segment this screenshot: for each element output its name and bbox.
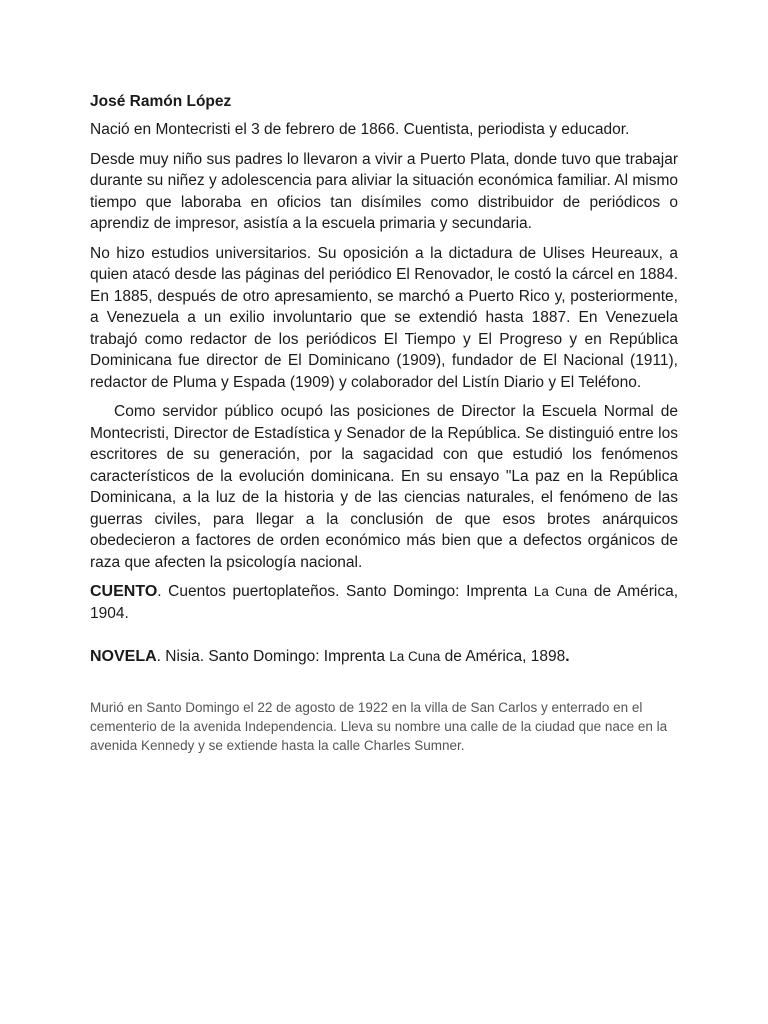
cuento-text-before: . Cuentos puertoplateños. Santo Domingo: Imprenta xyxy=(157,583,534,600)
document-page xyxy=(90,92,678,768)
paragraph-public-service: Como servidor público ocupó las posiciones de Director la Escuela Normal de Montecristi, Director de Estadística y Senador de la República. Se distinguió entre los escritores de su generación, por la sagacidad con que estudió los fenómenos característicos de la evolución dominicana. En su ensayo "La paz en la República Dominicana, a la luz de la historia y de las ciencias naturales, el fenómeno de las guerras civiles, para llegar a la conclusión de que esos brotes anárquicos obedecieron a factores de orden económico más bien que a defectos orgánicos de raza que afecten la psicología nacional. xyxy=(90,403,678,571)
cuento-year: 1904. xyxy=(90,604,129,622)
cuento-imprenta: La Cuna xyxy=(533,584,588,599)
paragraph-career: No hizo estudios universitarios. Su oposición a la dictadura de Ulises Heureaux, a quien atacó desde las páginas del periódico El Renovador, le costó la cárcel en 1884. En 1885, después de otro apresamiento, se marchó a Puerto Rico y, posteriormente, a Venezuela a un exilio involuntario que se extendió hasta 1887. En Venezuela trabajó como redactor de los periódicos El Tiempo y El Progreso y en República Dominicana fue director de El Dominicano (1909), fundador de El Nacional (1911), redactor de Pluma y Espada (1909) y colaborador del Listín Diario y El Teléfono. xyxy=(90,244,678,391)
cuento-label: CUENTO xyxy=(90,583,158,600)
document-title: José Ramón López xyxy=(90,93,232,110)
paragraph-childhood: Desde muy niño sus padres lo llevaron a vivir a Puerto Plata, donde tuvo que trabajar durante su niñez y adolescencia para aliviar la situación económica familiar. Al mismo tiempo que laboraba en oficios tan disímiles como distribuidor de periódicos o aprendiz de impresor, asistía a la escuela primaria y secundaria. xyxy=(90,150,678,232)
novela-imprenta: La Cuna xyxy=(389,649,441,664)
paragraph-birth: Nació en Montecristi el 3 de febrero de 1866. Cuentista, periodista y educador. xyxy=(90,121,630,138)
spacer xyxy=(90,632,678,646)
novela-text-after: de América, 1898 xyxy=(440,648,566,665)
bibliography-cuento xyxy=(90,581,678,624)
novela-end: . xyxy=(565,648,570,665)
cuento-text-after: de América, xyxy=(587,583,679,600)
novela-label: NOVELA xyxy=(90,648,157,665)
novela-text-before: . Nisia. Santo Domingo: Imprenta xyxy=(156,648,390,665)
bibliography-novela xyxy=(90,646,678,668)
footer-note: Murió en Santo Domingo el 22 de agosto de 1922 en la villa de San Carlos y enterrado en el cementerio de la avenida Independencia. Lleva su nombre una calle de la ciudad que nace en la avenida Kennedy y se extiende hasta la calle Charles Sumner. xyxy=(90,699,668,753)
